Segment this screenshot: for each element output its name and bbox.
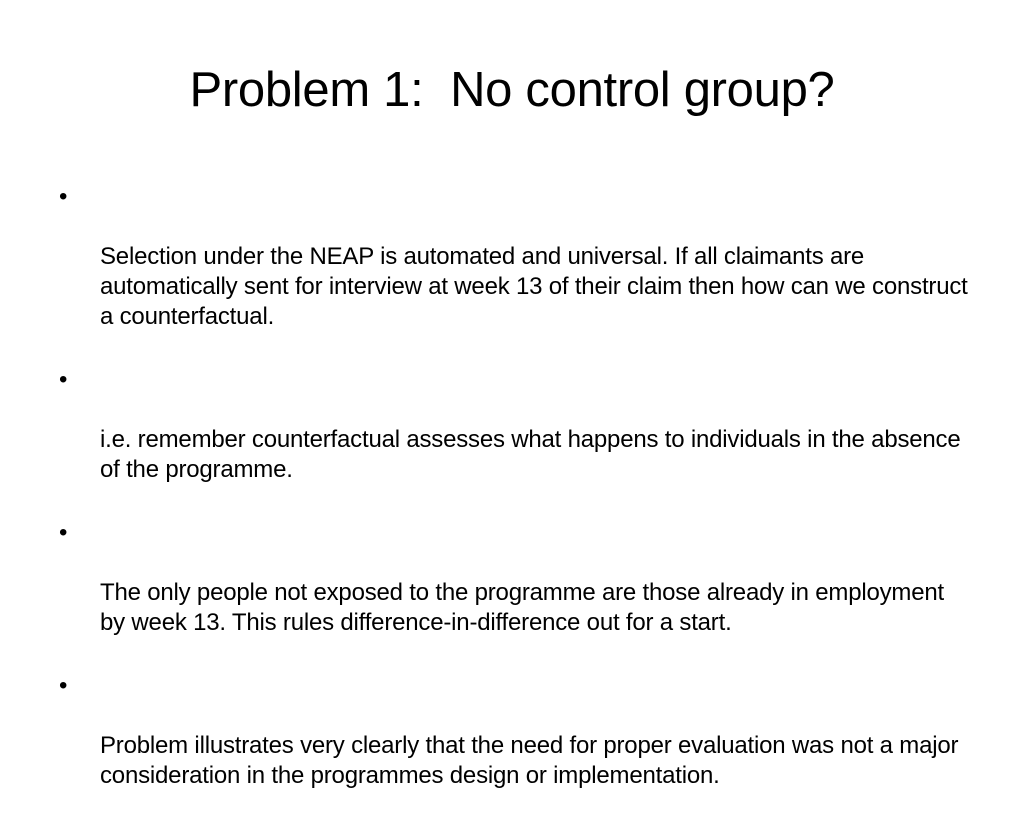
bullet-text: i.e. remember counterfactual assesses what happens to individuals in the absence of the programme. xyxy=(100,426,961,483)
bullet-marker: • xyxy=(59,519,68,546)
bullet-text: Selection under the NEAP is automated and universal. If all claimants are automatically sent for interview at week 13 of their claim then how can we construct a counterfactual. xyxy=(100,243,968,330)
bullet-text: Problem illustrates very clearly that the need for proper evaluation was not a major consideration in the programmes design or implementation. xyxy=(100,732,959,789)
bullet-item xyxy=(59,365,969,485)
bullet-marker: • xyxy=(59,672,68,699)
bullet-marker: • xyxy=(59,366,68,393)
bullet-item xyxy=(59,182,969,332)
bullet-item xyxy=(59,518,969,638)
bullet-marker: • xyxy=(59,183,68,210)
bullet-text: The only people not exposed to the programme are those already in employment by week 13. This rules difference-in-difference out for a start. xyxy=(100,579,944,636)
bullet-list xyxy=(59,182,969,824)
slide-title: Problem 1: No control group? xyxy=(189,63,835,117)
bullet-item xyxy=(59,671,969,791)
